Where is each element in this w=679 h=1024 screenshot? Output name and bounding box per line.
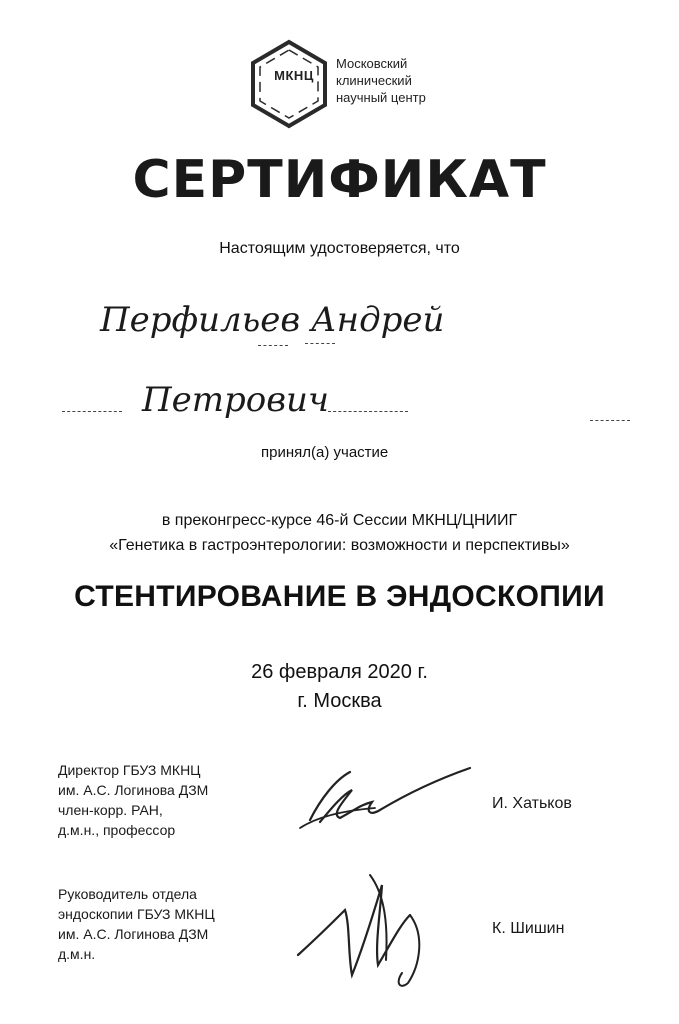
recipient-name-line-2: Петрович	[142, 380, 330, 420]
signatory-role	[58, 760, 208, 840]
signatory-role	[58, 884, 215, 964]
signatory-role-line: Директор ГБУЗ МКНЦ	[58, 762, 201, 778]
course-title: СТЕНТИРОВАНИЕ В ЭНДОСКОПИИ	[74, 580, 605, 613]
signatory-name: И. Хатьков	[492, 795, 572, 812]
recipient-name-line-1: Перфильев Андрей	[100, 300, 445, 340]
logo-name-line: научный центр	[336, 90, 426, 105]
dashed-line	[62, 411, 122, 412]
certificate-title: СЕРТИФИКАТ	[132, 150, 547, 210]
certificate-intro: Настоящим удостоверяется, что	[219, 240, 460, 257]
logo-name-line: клинический	[336, 73, 412, 88]
signatory-role-line: д.м.н., профессор	[58, 822, 176, 838]
logo-institution-name	[336, 55, 426, 106]
dashed-line	[328, 411, 408, 412]
hexagon-logo-icon	[248, 38, 330, 130]
course-description-line-2: «Генетика в гастроэнтерологии: возможности и перспективы»	[109, 537, 570, 554]
course-description-line-1: в преконгресс-курсе 46-й Сессии МКНЦ/ЦНИИГ	[161, 512, 518, 529]
signatory-role-line: им. А.С. Логинова ДЗМ	[58, 782, 209, 798]
logo-name-line: Московский	[336, 56, 408, 71]
participation-text: принял(а) участие	[261, 444, 389, 461]
signature-icon	[290, 865, 470, 995]
dashed-line	[590, 420, 630, 421]
signatory-role-line: Руководитель отдела	[58, 886, 197, 902]
signatory-role-line: д.м.н.	[58, 946, 96, 962]
signatory-role-line: член-корр. РАН,	[58, 802, 163, 818]
signatory-role-line: эндоскопии ГБУЗ МКНЦ	[58, 906, 215, 922]
signatory-role-line: им. А.С. Логинова ДЗМ	[58, 926, 209, 942]
event-date: 26 февраля 2020 г.	[251, 661, 428, 683]
logo-abbreviation: МКНЦ	[274, 68, 314, 83]
signature-icon	[280, 760, 480, 840]
signatory-name: К. Шишин	[492, 920, 565, 937]
event-city: г. Москва	[297, 690, 382, 712]
dashed-line	[258, 345, 288, 346]
dashed-line	[305, 343, 335, 344]
